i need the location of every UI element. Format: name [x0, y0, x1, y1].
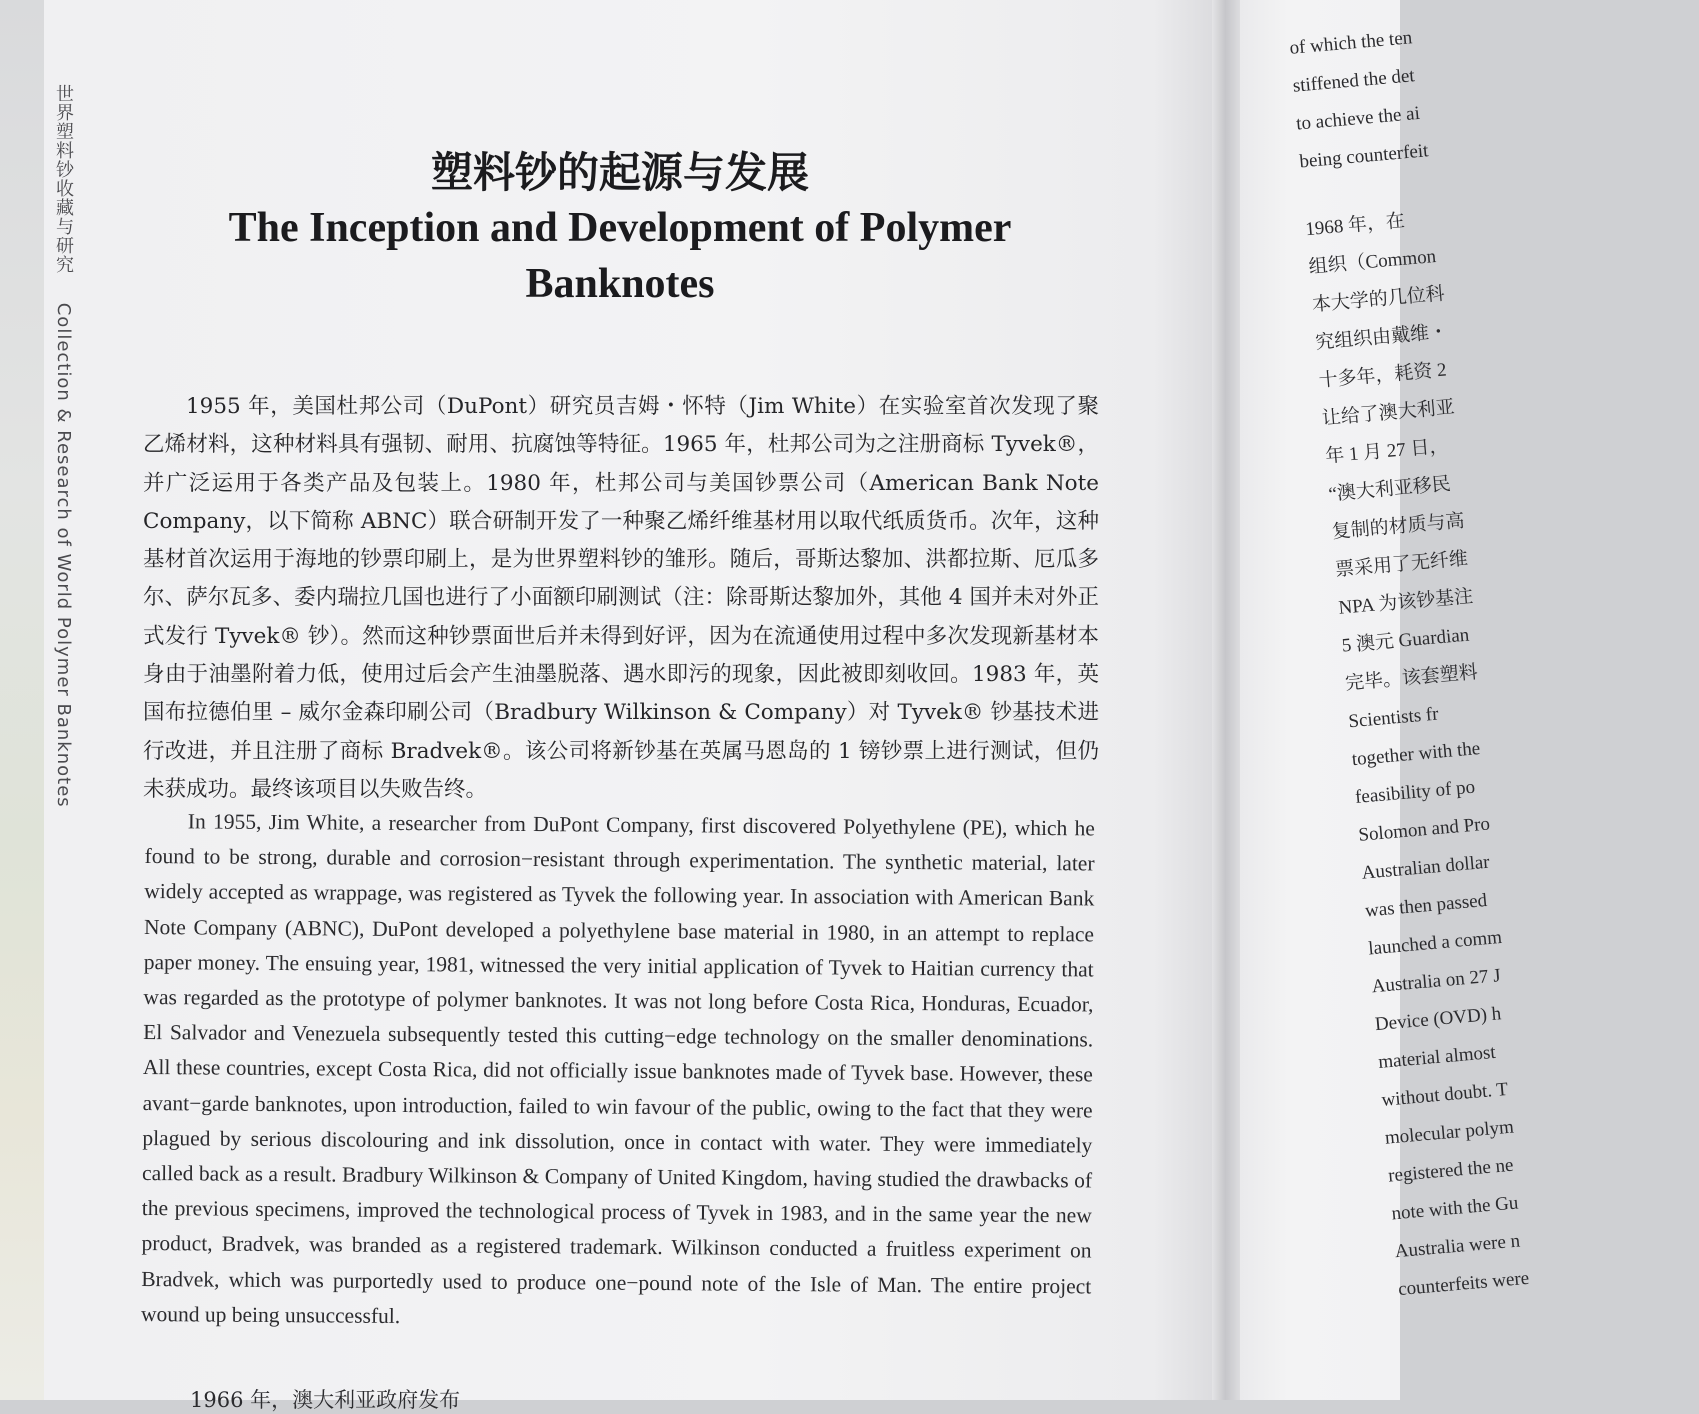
right-page-line: to achieve the ai: [1295, 102, 1421, 135]
right-page-line: 年 1 月 27 日，: [1324, 435, 1450, 468]
right-page-line: 究组织由戴维・: [1314, 321, 1449, 354]
running-head-en: Collection & Research of World Polymer Banknotes: [53, 302, 74, 808]
right-page-line: together with the: [1350, 738, 1482, 771]
body-paragraph-en: In 1955, Jim White, a researcher from DuPont Company, first discovered Polyethylene (PE), which he found to be strong, durable and corrosion−resistant through experimentation. The synthetic material, later widely accepted as wrappage, was registered as Tyvek the following year. In association with American Bank Note Company (ABNC), DuPont developed a polyethylene base material in 1980, in an attempt to replace paper money. The ensuing year, 1981, witnessed the very initial application of Tyvek to Haitian currency that was regarded as the prototype of polymer banknotes. It was not long before Costa Rica, Honduras, Ecuador, El Salvador and Venezuela subsequently tested this cutting−edge technology on the smaller denominations. All these countries, except Costa Rica, did not officially issue banknotes made of Tyvek base. However, these avant−garde banknotes, upon introduction, failed to win favour of the public, owing to the fact that they were plagued by serious discolouring and ink dissolution, once in contact with water. They were immediately called back as a result. Bradbury Wilkinson & Company of United Kingdom, having studied the drawbacks of the previous specimens, improved the technological process of Tyvek in 1983, and in the same year the new product, Bradvek, was branded as a registered trademark. Wilkinson conducted a fruitless experiment on Bradvek, which was purportedly used to produce one−pound note of the Isle of Man. The entire project wound up being unsuccessful.: [140, 809, 1095, 1328]
right-page-line: was then passed: [1364, 890, 1488, 922]
right-page-column: [1288, 4, 1699, 1309]
right-page-line: stiffened the det: [1292, 65, 1416, 97]
chapter-title-en: The Inception and Development of Polymer Banknotes: [228, 205, 1012, 307]
right-page-line: 让给了澳大利亚: [1321, 396, 1456, 430]
right-page-line: material almost: [1377, 1041, 1497, 1074]
running-head-zh: 世界塑料钞收藏与研究: [53, 84, 74, 274]
right-page-line: launched a comm: [1367, 926, 1503, 960]
right-page-line: counterfeits were: [1397, 1267, 1530, 1301]
right-page-line: “澳大利亚移民: [1327, 473, 1452, 506]
right-page-line: 5 澳元 Guardian: [1340, 624, 1471, 657]
right-page-line: 完毕。该套塑料: [1344, 661, 1479, 695]
right-page-line: of which the ten: [1288, 27, 1413, 59]
right-page-line: without doubt. T: [1380, 1078, 1509, 1111]
right-page-line: Australian dollar: [1360, 851, 1491, 884]
book-gutter: [1212, 0, 1242, 1400]
right-page-line: 复制的材质与高: [1331, 510, 1466, 544]
next-paragraph-start: 1966 年，澳大利亚政府发布: [190, 1388, 461, 1412]
running-head: [50, 84, 76, 808]
right-page-line: 票采用了无纤维: [1334, 548, 1469, 581]
right-page-line: feasibility of po: [1354, 776, 1476, 809]
right-page-line: molecular polym: [1384, 1116, 1515, 1149]
right-page-line: Solomon and Pro: [1357, 813, 1491, 846]
right-page-line: NPA 为该钞基注: [1337, 586, 1474, 619]
right-page-line: 本大学的几位科: [1311, 283, 1446, 316]
right-page: [1240, 0, 1530, 1400]
right-page-line: Scientists fr: [1347, 703, 1440, 733]
right-page-line: Australia on 27 J: [1370, 965, 1502, 998]
right-page-line: being counterfeit: [1298, 140, 1430, 173]
right-page-line: Device (OVD) h: [1374, 1003, 1503, 1036]
right-page-line: registered the ne: [1387, 1154, 1515, 1187]
right-page-line: Australia were n: [1393, 1230, 1521, 1263]
body-paragraph-zh: 1955 年，美国杜邦公司（DuPont）研究员吉姆・怀特（Jim White）在实验室首次发现了聚乙烯材料，这种材料具有强韧、耐用、抗腐蚀等特征。1965 年，杜邦公司为之注册商标 Tyvek®，并广泛运用于各类产品及包装上。1980 年，杜邦公司与美国钞票公司（American Bank Note Company，以下简称 ABNC）联合研制开发了一种聚乙烯纤维基材用以取代纸质货币。次年，这种基材首次运用于海地的钞票印刷上，是为世界塑料钞的雏形。随后，哥斯达黎加、洪都拉斯、厄瓜多尔、萨尔瓦多、委内瑞拉几国也进行了小面额印刷测试（注：除哥斯达黎加外，其他 4 国并未对外正式发行 Tyvek® 钞）。然而这种钞票面世后并未得到好评，因为在流通使用过程中多次发现新基材本身由于油墨附着力低，使用过后会产生油墨脱落、遇水即污的现象，因此被即刻收回。1983 年，英国布拉德伯里 – 威尔金森印刷公司（Bradbury Wilkinson & Company）对 Tyvek® 钞基技术进行改进，并且注册了商标 Bradvek®。该公司将新钞基在英属马恩岛的 1 镑钞票上进行测试，但仍未获成功。最终该项目以失败告终。: [143, 394, 1099, 802]
right-page-line: note with the Gu: [1390, 1192, 1520, 1225]
right-page-line: 组织（Common: [1307, 245, 1437, 279]
chapter-title-zh: 塑料钞的起源与发展: [430, 148, 809, 197]
right-page-line: 十多年，耗资 2: [1317, 359, 1448, 392]
right-page-line: 1968 年，在: [1304, 210, 1406, 241]
facing-page-edge: [0, 0, 44, 1400]
